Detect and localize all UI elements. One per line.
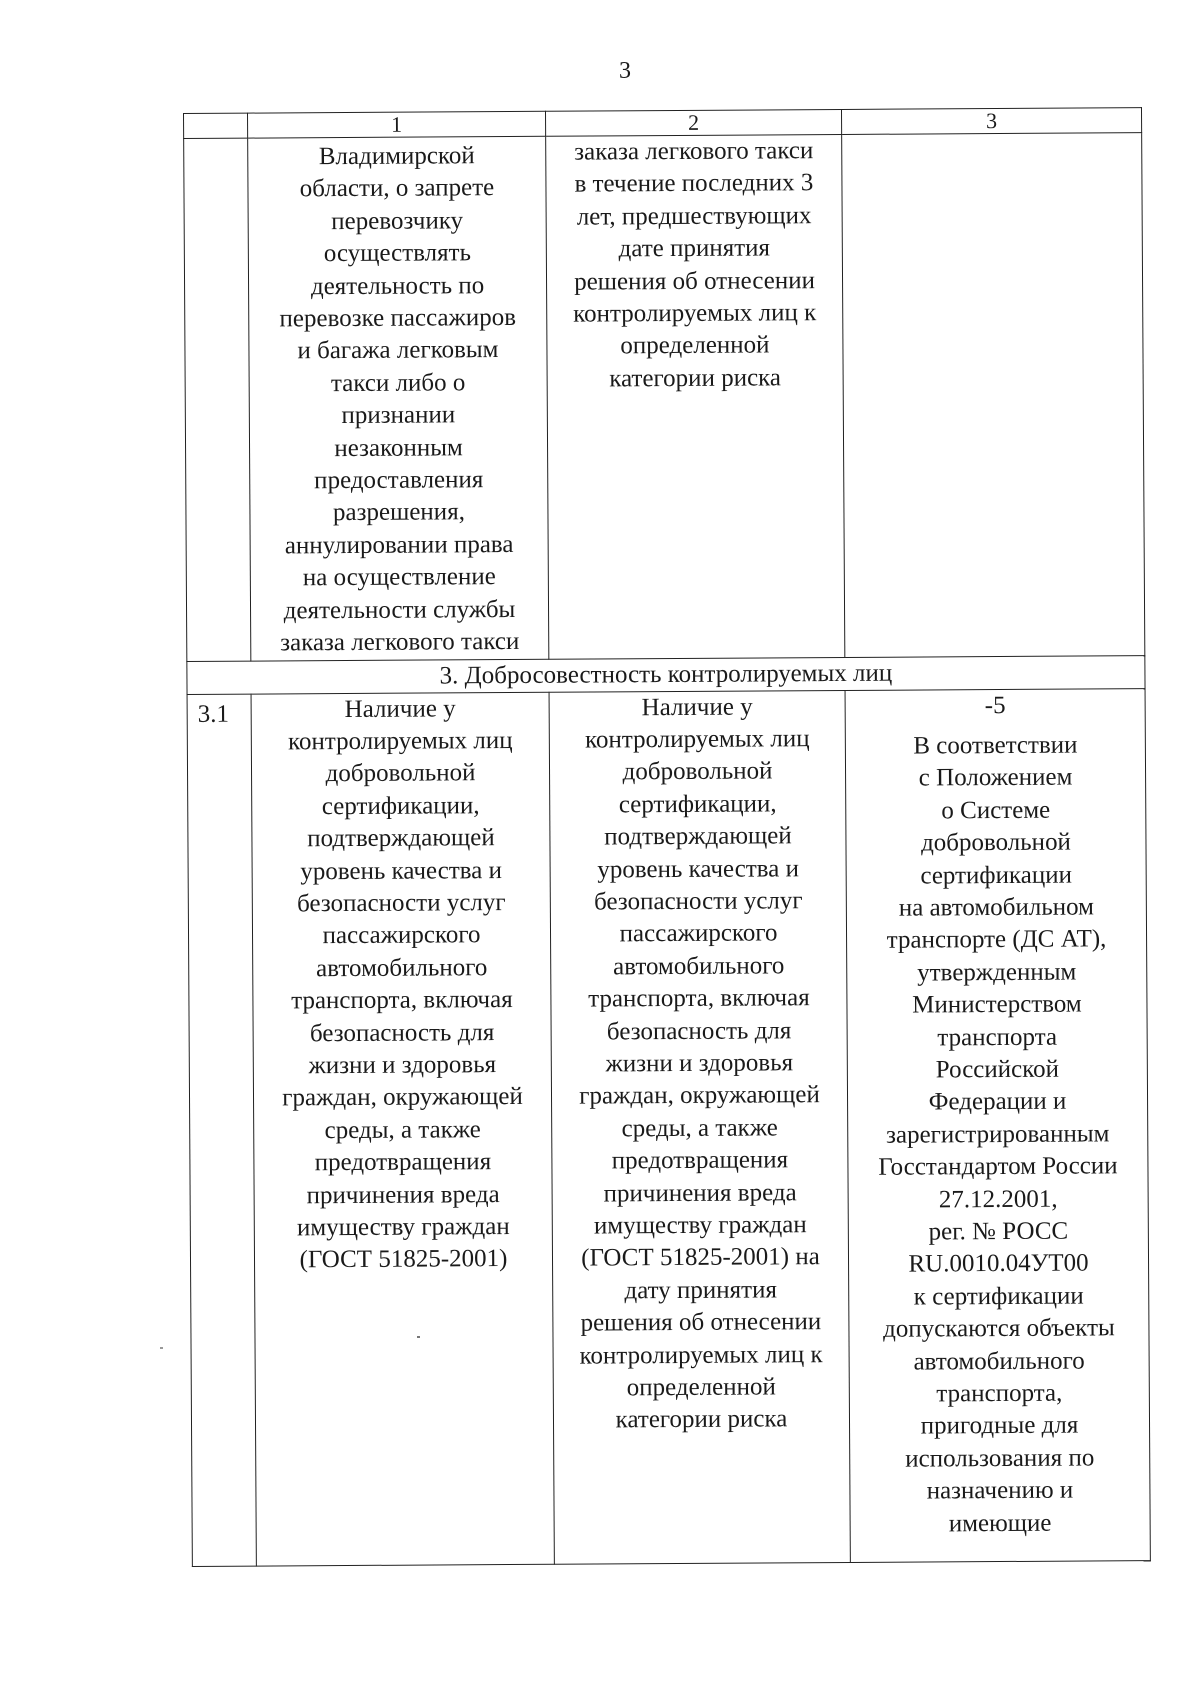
indicator-text-cell — [546, 134, 845, 658]
criterion-text-cell — [251, 692, 554, 1566]
indicator-text-cell — [549, 690, 850, 1564]
header-cell-3: 3 — [841, 108, 1141, 135]
indicator-text: заказа легкового такси в течение последних 3 лет, предшествующих дате принятия решения об отнесении контролируемых лиц к определенной категории риска — [573, 137, 817, 393]
row-number-cell — [184, 138, 251, 661]
indicator-text: Наличие у контролируемых лиц добровольной сертификации, подтверждающей уровень качества и безопасности услуг пассажирского автомобильного транспорта, включая безопасность для жизни и здоровья граждан, окружающей среды, а также предотвращения причинения вреда имуществу граждан (ГОСТ 51825-2001) на дату принятия решения об отнесении контролируемых лиц к определенной категории риска — [579, 693, 823, 1434]
header-cell-2: 2 — [545, 109, 841, 136]
header-cell-num — [184, 113, 248, 138]
score-cell — [842, 133, 1145, 657]
table-row-continuation — [184, 133, 1145, 661]
criterion-text-cell — [248, 136, 549, 660]
score-value: -5 — [984, 691, 1006, 719]
row-number-cell: 3.1 — [187, 694, 256, 1566]
table-row-3-1 — [187, 688, 1150, 1566]
page-number: 3 — [619, 58, 631, 84]
scan-speck — [417, 1336, 420, 1338]
criterion-text: Владимирской области, о запрете перевозчику осуществлять деятельность по перевозке пассажиров и багажа легковым такси либо о признании незаконным предоставления разрешения, аннулировании права на осуществление деятельности службы заказа легкового такси — [279, 142, 520, 657]
criterion-text: Наличие у контролируемых лиц добровольной сертификации, подтверждающей уровень качества и безопасности услуг пассажирского автомобильного транспорта, включая безопасность для жизни и здоровья граждан, окружающей среды, а также предотвращения причинения вреда имуществу граждан (ГОСТ 51825-2001) — [282, 694, 523, 1274]
score-explanation: В соответствии с Положением о Системе добровольной сертификации на автомобильном транспорте (ДС АТ), утвержденным Министерством транспорта Российской Федерации и зарегистрированным Госстандартом России 27.12.2001, рег. № РОСС RU.0010.04УТ00 к сертификации допускаются объекты автомобильного транспорта, пригодные для использования по назначению и имеющие — [878, 731, 1118, 1538]
score-cell — [845, 688, 1150, 1562]
scan-speck — [160, 1347, 163, 1349]
section-title: 3. Добросовестность контролируемых лиц — [187, 655, 1145, 694]
header-cell-1: 1 — [248, 111, 546, 138]
risk-criteria-table — [183, 107, 1151, 1566]
